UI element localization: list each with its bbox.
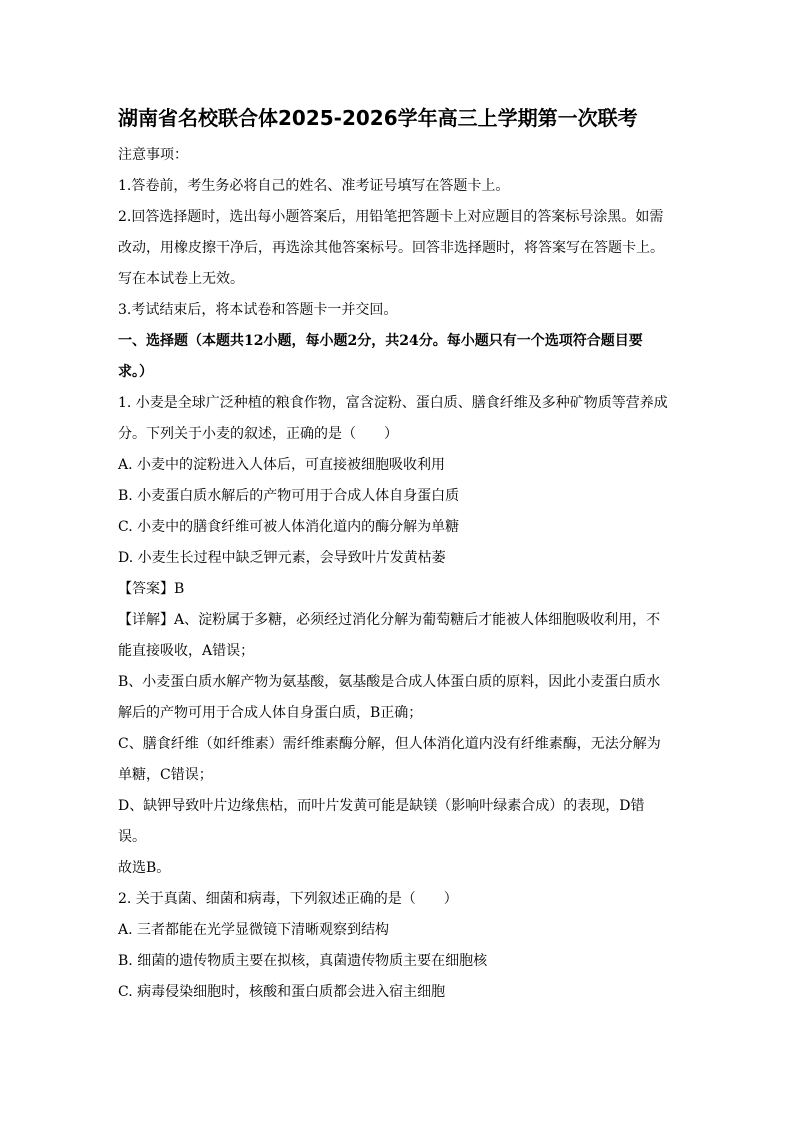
notice-item-2-line-2: 改动，用橡皮擦干净后，再选涂其他答案标号。回答非选择题时，将答案写在答题卡上。 <box>118 240 664 256</box>
question-1-option-c: C. 小麦中的膳食纤维可被人体消化道内的酶分解为单糖 <box>118 519 460 535</box>
document-content <box>118 103 678 1008</box>
notice-item-1: 1.答卷前，考生务必将自己的姓名、准考证号填写在答题卡上。 <box>118 178 510 194</box>
question-2-option-c: C. 病毒侵染细胞时，核酸和蛋白质都会进入宿主细胞 <box>118 984 446 1000</box>
question-1-explanation-line-8: 误。 <box>118 829 146 845</box>
question-1-explanation-line-2: 能直接吸收，A错误； <box>118 643 255 659</box>
notice-item-2-line-3: 写在本试卷上无效。 <box>118 271 244 287</box>
question-1-stem-line-2: 分。下列关于小麦的叙述，正确的是（ ） <box>118 426 398 442</box>
section-heading-line-1: 一、选择题（本题共12小题，每小题2分，共24分。每小题只有一个选项符合题目要 <box>118 333 643 349</box>
question-1-explanation-line-1: 【详解】A、淀粉属于多糖，必须经过消化分解为葡萄糖后才能被人体细胞吸收利用，不 <box>118 612 661 628</box>
question-1-option-a: A. 小麦中的淀粉进入人体后，可直接被细胞吸收利用 <box>118 457 446 473</box>
question-1-explanation-line-6: 单糖，C错误； <box>118 767 213 783</box>
question-1-stem-line-1: 1. 小麦是全球广泛种植的粮食作物，富含淀粉、蛋白质、膳食纤维及多种矿物质等营养成 <box>118 395 668 411</box>
notice-item-2-line-1: 2.回答选择题时，选出每小题答案后，用铅笔把答题卡上对应题目的答案标号涂黑。如需 <box>118 209 664 225</box>
notice-heading: 注意事项： <box>118 147 188 163</box>
section-heading-line-2: 求。） <box>118 364 153 380</box>
notice-item-3: 3.考试结束后，将本试卷和答题卡一并交回。 <box>118 302 398 318</box>
question-1-answer: 【答案】B <box>118 581 185 597</box>
question-1-explanation-line-4: 解后的产物可用于合成人体自身蛋白质，B正确； <box>118 705 423 721</box>
question-2-stem: 2. 关于真菌、细菌和病毒，下列叙述正确的是（ ） <box>118 891 458 907</box>
question-1-option-d: D. 小麦生长过程中缺乏钾元素，会导致叶片发黄枯萎 <box>118 550 446 566</box>
question-1-explanation-line-7: D、缺钾导致叶片边缘焦枯，而叶片发黄可能是缺镁（影响叶绿素合成）的表现，D错 <box>118 798 645 814</box>
question-1-explanation-line-3: B、小麦蛋白质水解产物为氨基酸，氨基酸是合成人体蛋白质的原料，因此小麦蛋白质水 <box>118 674 661 690</box>
question-2-option-b: B. 细菌的遗传物质主要在拟核，真菌遗传物质主要在细胞核 <box>118 953 488 969</box>
question-1-option-b: B. 小麦蛋白质水解后的产物可用于合成人体自身蛋白质 <box>118 488 460 504</box>
question-2-option-a: A. 三者都能在光学显微镜下清晰观察到结构 <box>118 922 390 938</box>
question-1-explanation-line-5: C、膳食纤维（如纤维素）需纤维素酶分解，但人体消化道内没有纤维素酶，无法分解为 <box>118 736 661 752</box>
document-title: 湖南省名校联合体2025-2026学年高三上学期第一次联考 <box>118 106 638 130</box>
question-1-conclusion: 故选B。 <box>118 860 171 876</box>
